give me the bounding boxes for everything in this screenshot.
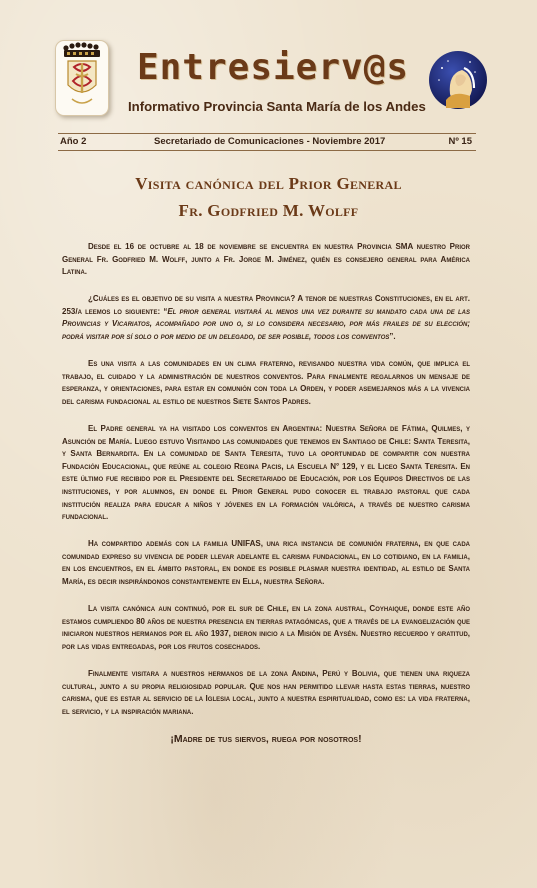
article-title-line-2: Fr. Godfried M. Wolff [178, 201, 359, 220]
paragraph-1: Desde el 16 de octubre al 18 de noviembre se encuentra en nuestra Provincia SMA nuestro Prior General Fr. Godfried M. Wolff, junto a Fr. Jorge M. Jiménez, quién es consejero general para América Latina. [62, 242, 470, 277]
paragraph-2-intro: ¿Cuáles es el objetivo de su visita a nuestra Provincia? A tenor de nuestras Constituciones, en el art. 253/a leemos lo siguiente: “ [62, 294, 470, 316]
issue-number: Nº 15 [448, 136, 472, 147]
paragraph-3: Es una visita a las comunidades en un clima fraterno, revisando nuestra vida común, que implica el trabajo, el cuidado y la administración de nuestros conventos. Para finalmente regalarnos un mensaje de esperanza, y orientaciones, para estar en comunión con toda la Orden, y poder asemejarnos más a la vivencia del carisma fundacional al estilo de nuestros Siete Santos Padres. [62, 359, 470, 406]
constitution-quote: El prior general visitará al menos una vez durante su mandato cada una de las Provincias y Vicariatos, acompañado por uno o, si lo considera necesario, por más frailes de su elección; podrá visitar por sí solo o por medio de un delegado, de ser posible, todos los conventos [62, 306, 471, 342]
paragraph-6: La visita canónica aun continuó, por el sur de Chile, en la zona austral, Coyhaique, donde este año estamos cumpliendo 80 años de nuestra presencia en tierras patagónicas, que a través de la evangelización que iniciaron nuestros hermanos por el año 1937, dieron inicio a la Misión de Aysén. Nuestro recuerdo y gratitud, por las vidas entregadas, por los frutos cosechados. [62, 604, 470, 651]
issue-year: Año 2 [60, 136, 87, 147]
newsletter-subtitle: Informativo Provincia Santa María de los Andes [128, 99, 426, 114]
madonna-icon [428, 50, 488, 110]
crest-icon [56, 41, 108, 115]
article-title-line-1: Visita canónica del Prior General [135, 174, 402, 193]
newsletter-title: Entresierv@s [136, 47, 410, 88]
issue-info-bar [58, 133, 476, 151]
issue-department-date: Secretariado de Comunicaciones - Noviembre 2017 [154, 136, 386, 147]
paragraph-7: Finalmente visitara a nuestros hermanos de la zona Andina, Perú y Bolivia, que tienen una riqueza cultural, junto a su propia religiosidad popular. Que nos han permitido llevar hasta estas tierras, nuestro carisma, que es estar al servicio de la Iglesia local, junto a nuestra espiritualidad, como es: la vida fraterna, el servicio, y la inspiración mariana. [62, 669, 470, 716]
masthead [128, 46, 426, 114]
paragraph-4: El Padre general ya ha visitado los conventos en Argentina: Nuestra Señora de Fátima, Quilmes, y Asunción de María. Luego estuvo Visitando las comunidades que tenemos en Santiago de Chile: Santa Teresita, y Santa Bernardita. En la comunidad de Santa Teresita, tuvo la oportunidad de compartir con nuestra Fundación Educacional, que reúne al colegio Regina Pacis, la Escuela N° 129, y el Liceo Santa Teresita. En este último fue recibido por el Presidente del Secretariado de Educación, por los Equipos Directivos de las instituciones, y por alumnos, en donde el Prior General pudo conocer el trabajo pastoral que cada institución realiza para educar a niños y jóvenes en la formación valórica, a través de nuestro carisma fundacional. [62, 424, 470, 522]
paragraph-5: Ha compartido además con la familia UNIFAS, una rica instancia de comunión fraterna, en que cada comunidad expreso su vivencia de poder llevar adelante el carisma fundacional, en lo cotidiano, en la familia, en los encuentros, en el ámbito pastoral, en donde es posible plasmar nuestra identidad, al estilo de Santa María, es decir inspirándonos constantemente en Ella, nuestra Señora. [62, 539, 470, 587]
closing-prayer: ¡Madre de tus siervos, ruega por nosotros! [170, 732, 362, 745]
paragraph-2 [62, 293, 470, 343]
paragraph-2-end: ”. [389, 332, 396, 342]
servite-crest-logo [55, 40, 109, 116]
article-body [62, 241, 470, 760]
madonna-medallion-logo [428, 50, 488, 110]
article-title [60, 170, 477, 224]
